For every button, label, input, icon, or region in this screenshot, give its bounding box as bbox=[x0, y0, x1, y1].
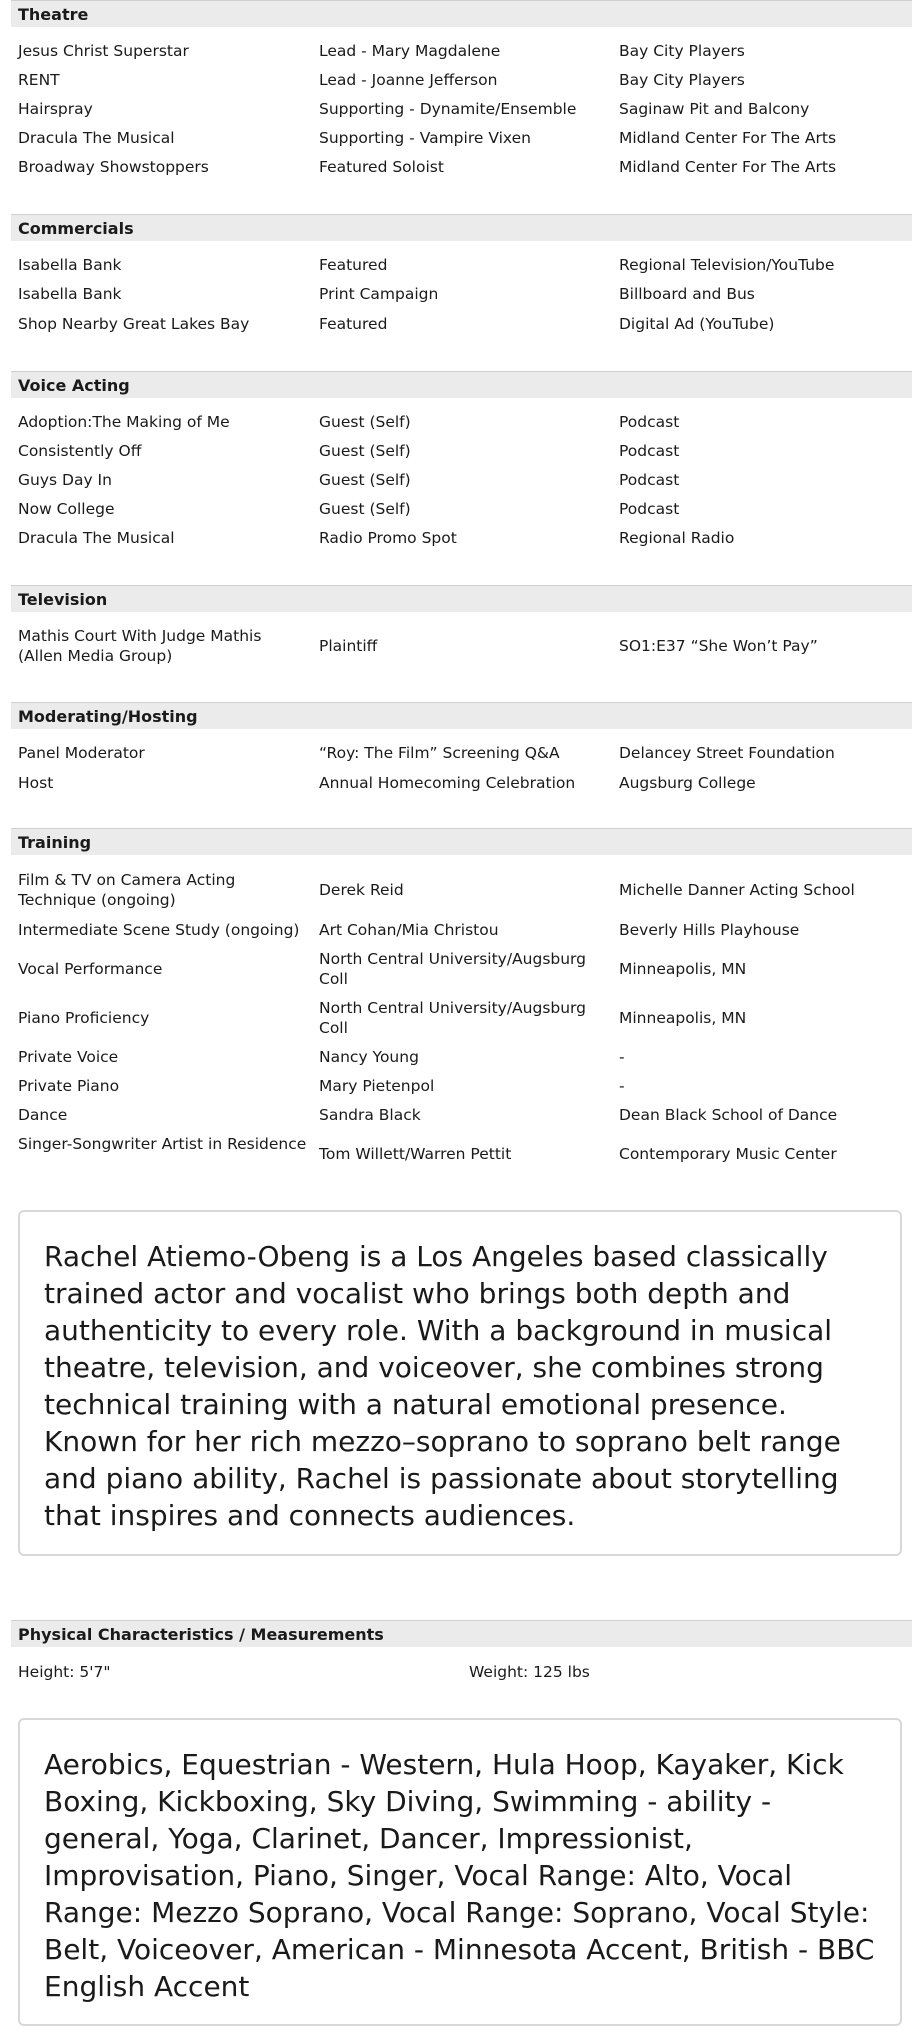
training-course: Vocal Performance bbox=[18, 960, 163, 978]
training-course: Singer-Songwriter Artist in Residence bbox=[18, 1135, 307, 1153]
credit-role: “Roy: The Film” Screening Q&A bbox=[319, 744, 560, 762]
credit-role: Radio Promo Spot bbox=[319, 529, 457, 547]
section-header-television: Television bbox=[11, 585, 912, 612]
credit-venue: Billboard and Bus bbox=[619, 285, 755, 303]
bio-text: Rachel Atiemo-Obeng is a Los Angeles based classically trained actor and vocalist who brings both depth and authenticity to every role. With a background in musical theatre, television, and voiceover, she combines strong technical training with a natural emotional presence. Known for her rich mezzo–soprano to soprano belt range and piano ability, Rachel is passionate about storytelling that inspires and connects audiences. bbox=[44, 1240, 841, 1532]
training-school: Minneapolis, MN bbox=[619, 960, 747, 978]
section-header-commercials: Commercials bbox=[11, 214, 912, 241]
credit-title: Isabella Bank bbox=[18, 256, 122, 274]
training-instructor: Derek Reid bbox=[319, 881, 404, 899]
training-instructor: North Central University/Augsburg Coll bbox=[319, 950, 586, 988]
weight-value: Weight: 125 lbs bbox=[469, 1663, 590, 1681]
credit-role: Plaintiff bbox=[319, 637, 378, 655]
training-instructor: Sandra Black bbox=[319, 1106, 421, 1124]
training-school: Beverly Hills Playhouse bbox=[619, 921, 800, 939]
credit-role: Lead - Mary Magdalene bbox=[319, 42, 501, 60]
section-header-voice-acting: Voice Acting bbox=[11, 371, 912, 398]
credit-title: Mathis Court With Judge Mathis (Allen Media Group) bbox=[18, 627, 262, 665]
section-header-theatre: Theatre bbox=[11, 0, 912, 27]
credit-title: Panel Moderator bbox=[18, 744, 145, 762]
credit-role: Featured bbox=[319, 315, 388, 333]
credit-role: Guest (Self) bbox=[319, 500, 411, 518]
credit-role: Featured bbox=[319, 256, 388, 274]
training-school: Dean Black School of Dance bbox=[619, 1106, 838, 1124]
credit-venue: Midland Center For The Arts bbox=[619, 129, 837, 147]
training-course: Private Voice bbox=[18, 1048, 119, 1066]
credit-title: Shop Nearby Great Lakes Bay bbox=[18, 315, 250, 333]
training-school: Contemporary Music Center bbox=[619, 1145, 837, 1163]
credit-role: Guest (Self) bbox=[319, 413, 411, 431]
training-instructor: Mary Pietenpol bbox=[319, 1077, 435, 1095]
credit-venue: Delancey Street Foundation bbox=[619, 744, 835, 762]
training-instructor: North Central University/Augsburg Coll bbox=[319, 999, 586, 1037]
credit-venue: Podcast bbox=[619, 500, 680, 518]
credit-venue: Digital Ad (YouTube) bbox=[619, 315, 775, 333]
section-header-physical: Physical Characteristics / Measurements bbox=[11, 1620, 912, 1647]
credit-role: Guest (Self) bbox=[319, 471, 411, 489]
training-school: - bbox=[619, 1077, 625, 1095]
training-course: Private Piano bbox=[18, 1077, 120, 1095]
credit-role: Supporting - Vampire Vixen bbox=[319, 129, 531, 147]
credit-venue: Bay City Players bbox=[619, 42, 745, 60]
credit-role: Print Campaign bbox=[319, 285, 439, 303]
credit-role: Featured Soloist bbox=[319, 158, 444, 176]
training-instructor: Art Cohan/Mia Christou bbox=[319, 921, 499, 939]
credit-role: Annual Homecoming Celebration bbox=[319, 774, 576, 792]
skills-box bbox=[18, 1718, 902, 2026]
training-school: - bbox=[619, 1048, 625, 1066]
training-course: Piano Proficiency bbox=[18, 1009, 150, 1027]
credit-venue: Podcast bbox=[619, 413, 680, 431]
credit-title: Host bbox=[18, 774, 54, 792]
section-header-training: Training bbox=[11, 828, 912, 855]
credit-title: Dracula The Musical bbox=[18, 529, 175, 547]
credit-title: Isabella Bank bbox=[18, 285, 122, 303]
credit-venue: Regional Radio bbox=[619, 529, 735, 547]
training-school: Michelle Danner Acting School bbox=[619, 881, 855, 899]
credit-title: RENT bbox=[18, 71, 60, 89]
credit-title: Hairspray bbox=[18, 100, 93, 118]
credit-title: Broadway Showstoppers bbox=[18, 158, 209, 176]
training-instructor: Tom Willett/Warren Pettit bbox=[319, 1145, 512, 1163]
training-course: Dance bbox=[18, 1106, 68, 1124]
credit-venue: Bay City Players bbox=[619, 71, 745, 89]
training-instructor: Nancy Young bbox=[319, 1048, 419, 1066]
section-header-moderating-hosting: Moderating/Hosting bbox=[11, 702, 912, 729]
credit-venue: Podcast bbox=[619, 442, 680, 460]
credit-role: Supporting - Dynamite/Ensemble bbox=[319, 100, 577, 118]
credit-title: Now College bbox=[18, 500, 115, 518]
credit-title: Consistently Off bbox=[18, 442, 142, 460]
credit-venue: Podcast bbox=[619, 471, 680, 489]
bio-box bbox=[18, 1210, 902, 1556]
training-course: Film & TV on Camera Acting Technique (ongoing) bbox=[18, 871, 236, 909]
credit-venue: Augsburg College bbox=[619, 774, 756, 792]
credit-venue: Saginaw Pit and Balcony bbox=[619, 100, 810, 118]
credit-title: Adoption:The Making of Me bbox=[18, 413, 230, 431]
height-value: Height: 5'7" bbox=[18, 1663, 111, 1681]
training-course: Intermediate Scene Study (ongoing) bbox=[18, 921, 300, 939]
training-school: Minneapolis, MN bbox=[619, 1009, 747, 1027]
credit-title: Guys Day In bbox=[18, 471, 112, 489]
credit-role: Guest (Self) bbox=[319, 442, 411, 460]
credit-title: Dracula The Musical bbox=[18, 129, 175, 147]
credit-title: Jesus Christ Superstar bbox=[18, 42, 189, 60]
skills-text: Aerobics, Equestrian - Western, Hula Hoop, Kayaker, Kick Boxing, Kickboxing, Sky Diving, Swimming - ability - general, Yoga, Clarinet, Dancer, Impressionist, Improvisation, Piano, Singer, Vocal Range: Alto, Vocal Range: Mezzo Soprano, Vocal Range: Soprano, Vocal Style: Belt, Voiceover, American - Minnesota Accent, British - BBC English Accent bbox=[44, 1748, 875, 2003]
credit-role: Lead - Joanne Jefferson bbox=[319, 71, 498, 89]
credit-venue: Midland Center For The Arts bbox=[619, 158, 837, 176]
credit-venue: SO1:E37 “She Won’t Pay” bbox=[619, 637, 818, 655]
credit-venue: Regional Television/YouTube bbox=[619, 256, 835, 274]
